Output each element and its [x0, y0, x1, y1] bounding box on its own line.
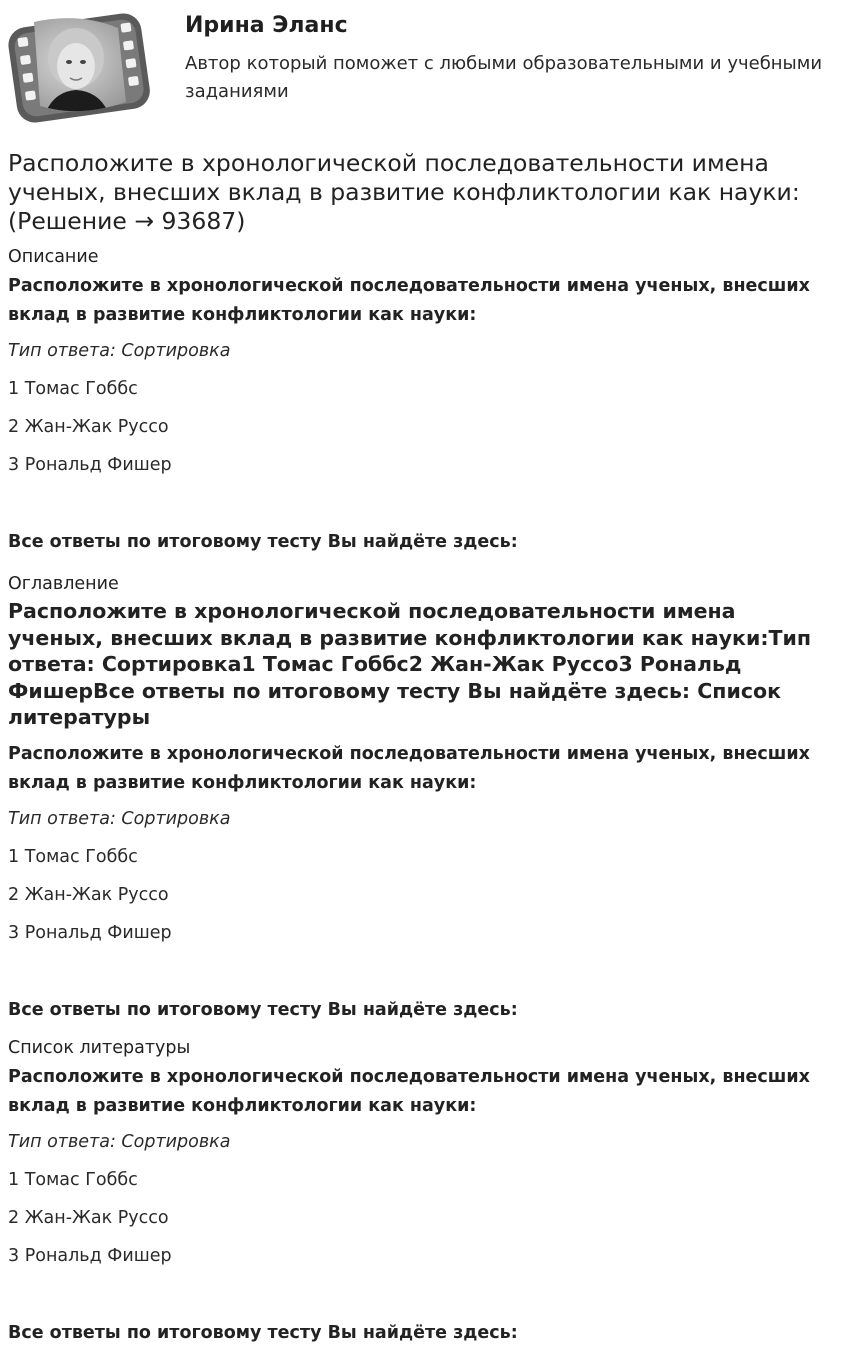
author-name[interactable]: Ирина Эланс: [185, 13, 348, 38]
answer-type: Тип ответа: Сортировка: [8, 341, 231, 361]
answers-link-text: Все ответы по итоговому тесту Вы найдёте здесь:: [8, 532, 518, 552]
author-card: [0, 0, 847, 135]
section-label-toc: Оглавление: [8, 574, 119, 594]
author-description: Автор который поможет с любыми образовательными и учебными заданиями: [185, 53, 823, 102]
answer-option: 2 Жан-Жак Руссо: [8, 884, 169, 905]
answers-link-text: Все ответы по итоговому тесту Вы найдёте здесь:: [8, 1322, 518, 1343]
answer-option: 2 Жан-Жак Руссо: [8, 417, 169, 437]
answer-option: 1 Томас Гоббс: [8, 379, 138, 399]
author-avatar[interactable]: [6, 6, 152, 128]
question-text: Расположите в хронологической последовательности имена ученых, внесших вклад в развитие конфликтологии как науки:: [8, 276, 810, 325]
question-text: Расположите в хронологической последовательности имена ученых, внесших вклад в развитие конфликтологии как науки:: [8, 1066, 810, 1116]
description-section: [8, 245, 833, 554]
answer-option: 1 Томас Гоббс: [8, 846, 138, 867]
answer-option: 3 Рональд Фишер: [8, 455, 172, 475]
literature-section: [8, 1036, 833, 1345]
toc-heading: Расположите в хронологической последовательности имена ученых, внесших вклад в развитие конфликтологии как науки:Тип ответа: Сортировка1 Томас Гоббс2 Жан-Жак Руссо3 Рональд ФишерВсе ответы по итоговому тесту Вы найдёте здесь: Список литературы: [8, 599, 812, 729]
main-content: [8, 149, 833, 1345]
answer-type: Тип ответа: Сортировка: [8, 808, 231, 829]
answer-option: 3 Рональд Фишер: [8, 1245, 172, 1266]
answer-option: 2 Жан-Жак Руссо: [8, 1207, 169, 1228]
page-title: Расположите в хронологической последовательности имена ученых, внесших вклад в развитие конфликтологии как науки: (Решение → 93687): [8, 149, 800, 235]
answer-type: Тип ответа: Сортировка: [8, 1131, 231, 1152]
question-text: Расположите в хронологической последовательности имена ученых, внесших вклад в развитие конфликтологии как науки:: [8, 743, 810, 793]
answers-link-text: Все ответы по итоговому тесту Вы найдёте здесь:: [8, 999, 518, 1020]
answer-option: 3 Рональд Фишер: [8, 922, 172, 943]
answer-option: 1 Томас Гоббс: [8, 1169, 138, 1190]
section-label-literature: Список литературы: [8, 1037, 191, 1058]
section-label-description: Описание: [8, 247, 99, 267]
author-photo-icon: [6, 6, 152, 128]
toc-section: [8, 572, 833, 1022]
